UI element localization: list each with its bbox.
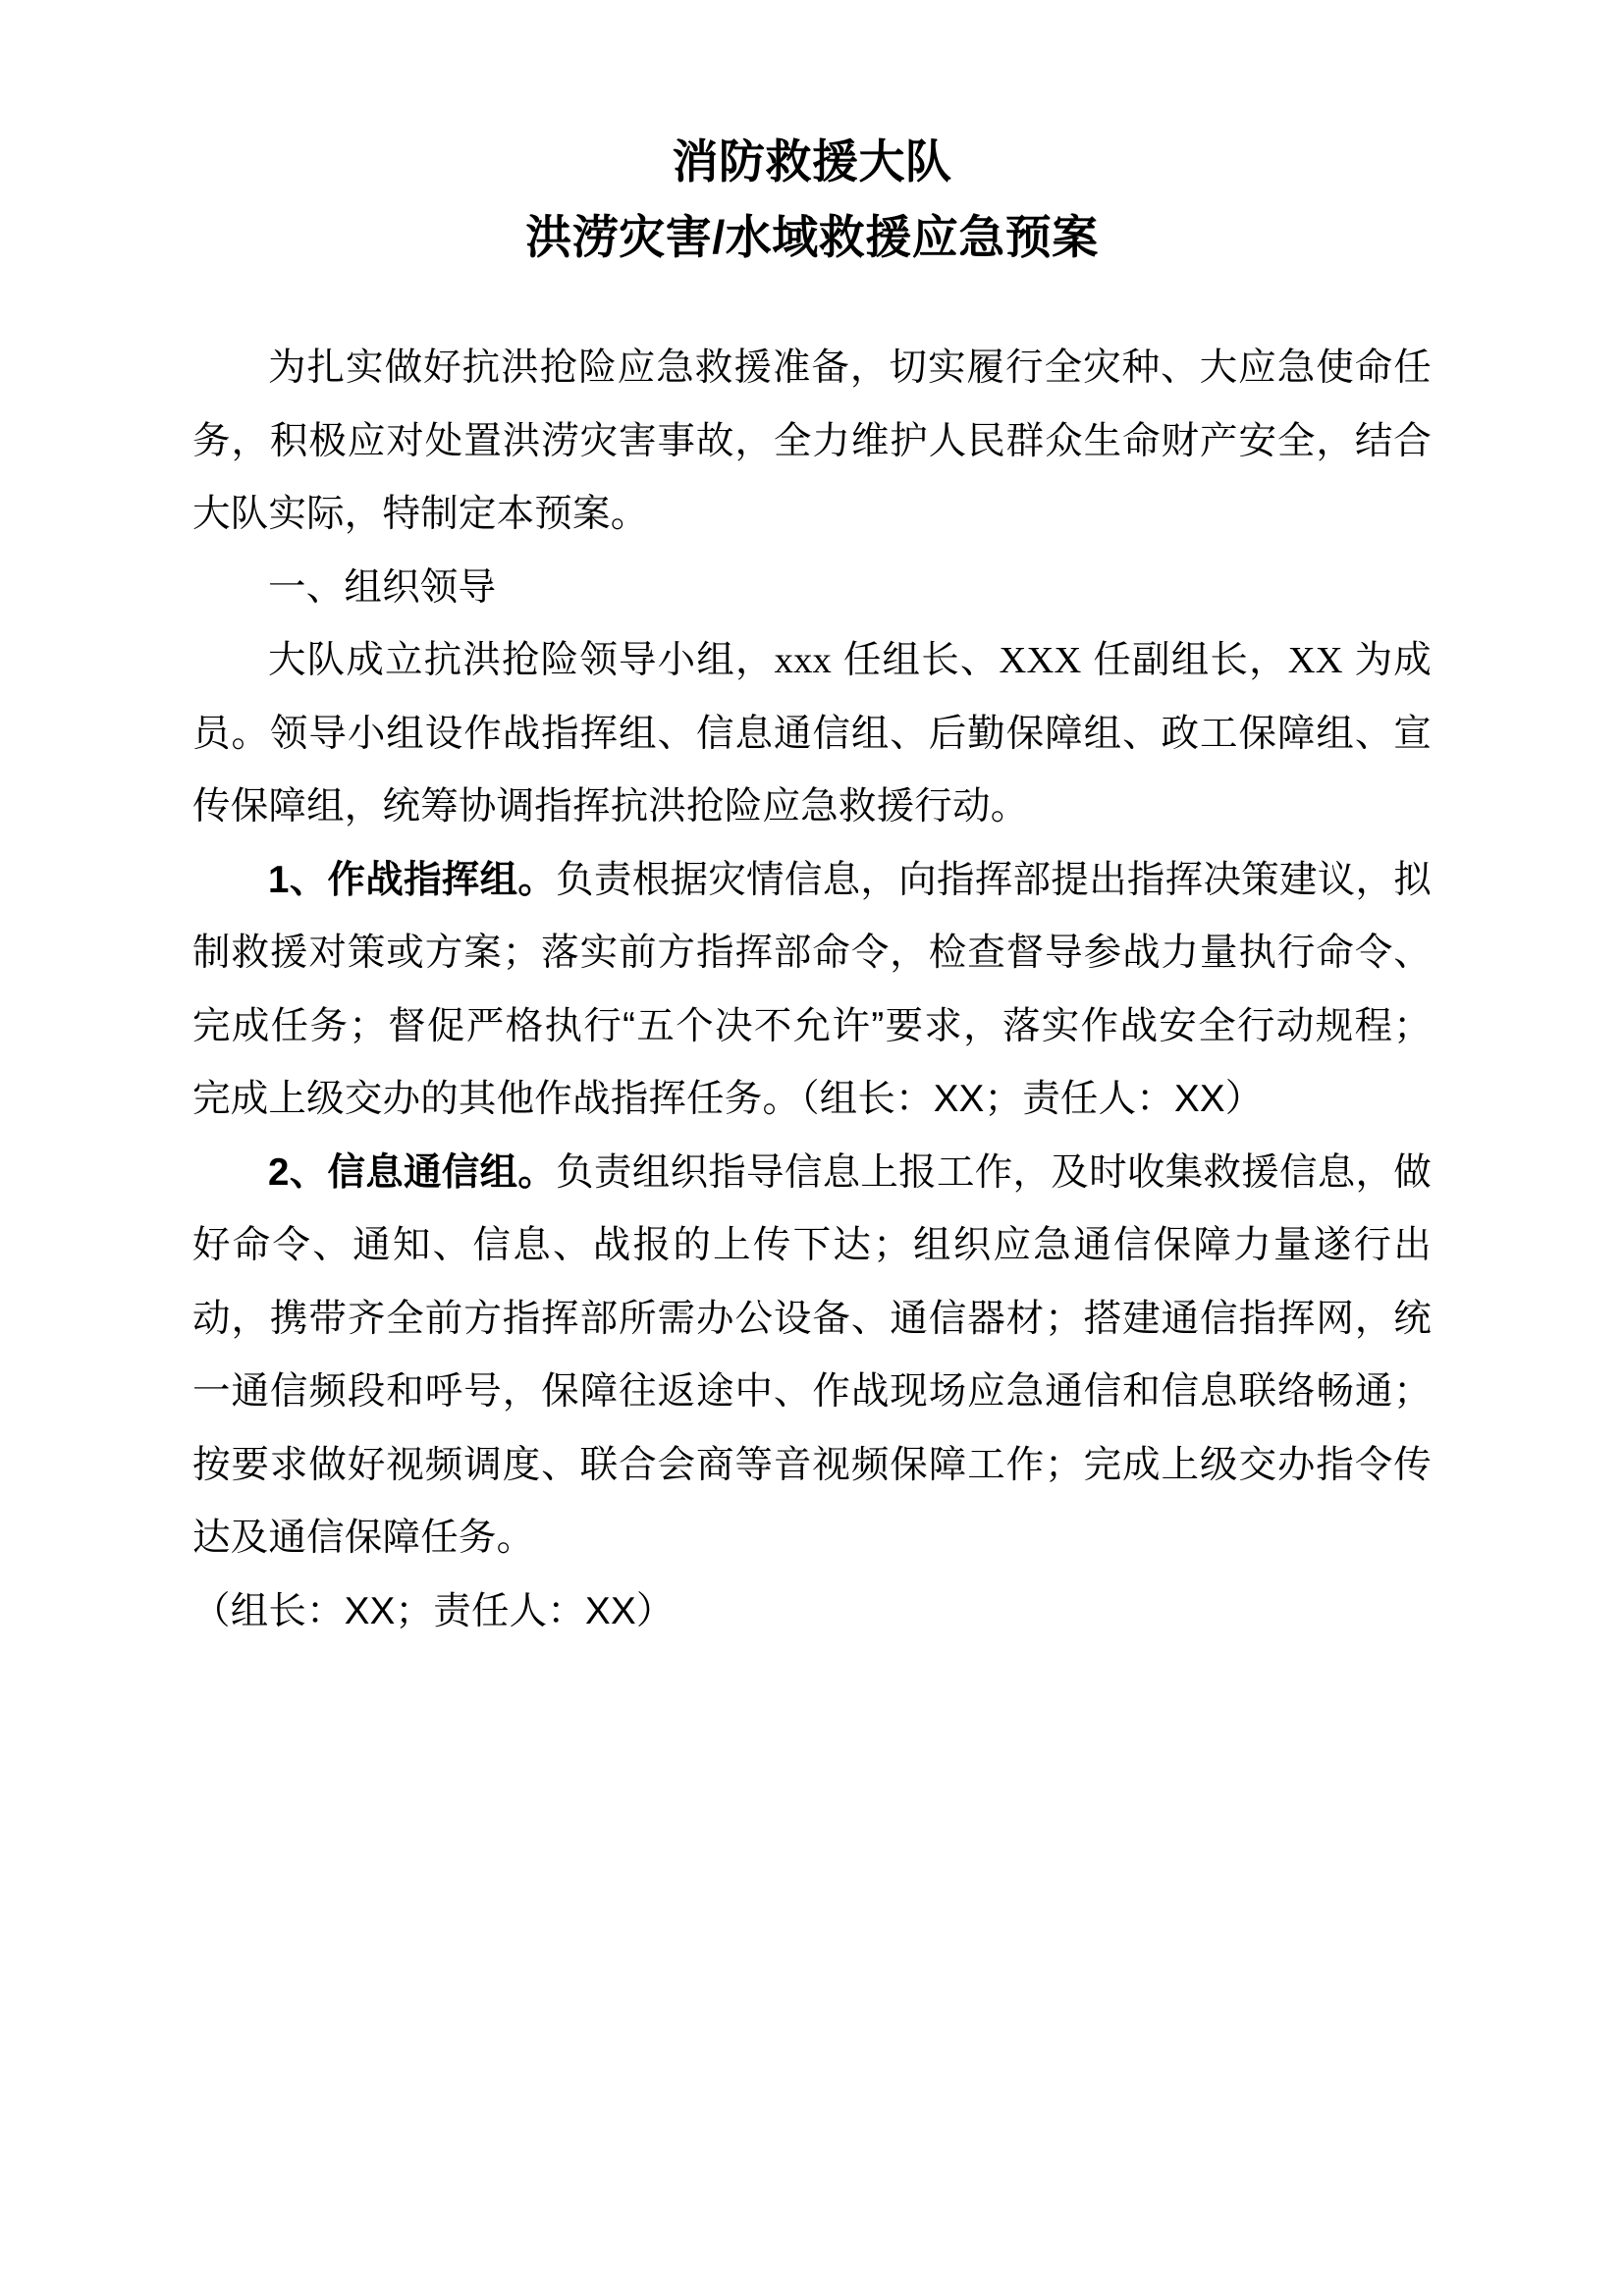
org-intro-text-4: 为成员。领导小组设作战指挥组、信息通信组、后勤保障组、政工保障组、宣传保障组，统筹协调指挥抗洪抢险应急救援行动。 — [192, 639, 1433, 828]
page-title — [192, 0, 1432, 275]
paragraph-organization-intro — [192, 624, 1432, 844]
section-heading-organization: 一、组织领导 — [268, 565, 497, 609]
document-body — [192, 332, 1432, 1648]
org-intro-text-3: 任副组长， — [1081, 639, 1288, 681]
title-line-1: 消防救援大队 — [672, 135, 952, 187]
org-intro-member-placeholder: XX — [1287, 640, 1343, 681]
org-intro-text-1: 大队成立抗洪抢险领导小组， — [268, 639, 775, 681]
paragraph-item-2-contacts: （组长：XX；责任人：XX） — [192, 1589, 675, 1632]
item-2-label: 2、信息通信组。 — [268, 1150, 557, 1194]
item-2-body: 负责组织指导信息上报工作，及时收集救援信息，做好命令、通知、信息、战报的上传下达；组织应急通信保障力量遂行出动，携带齐全前方指挥部所需办公设备、通信器材；搭建通信指挥网，统一通信频段和呼号，保障往返途中、作战现场应急通信和信息联络畅通；按要求做好视频调度、联合会商等音视频保障工作；完成上级交办指令传达及通信保障任务。 — [192, 1150, 1432, 1559]
org-intro-leader-placeholder: xxx — [774, 640, 833, 681]
title-line-2: 洪涝灾害/水域救援应急预案 — [525, 211, 1099, 263]
document-content — [192, 0, 1432, 1648]
paragraph-preamble: 为扎实做好抗洪抢险应急救援准备，切实履行全灾种、大应急使命任务，积极应对处置洪涝灾害事故，全力维护人民群众生命财产安全，结合大队实际，特制定本预案。 — [192, 347, 1432, 535]
org-intro-text-2: 任组长、 — [832, 639, 1000, 681]
paragraph-item-1 — [192, 844, 1432, 1137]
item-1-label: 1、作战指挥组。 — [268, 858, 557, 901]
org-intro-deputy-placeholder: XXX — [999, 640, 1082, 681]
paragraph-item-2 — [192, 1137, 1432, 1575]
item-1-body: 负责根据灾情信息，向指挥部提出指挥决策建议，拟制救援对策或方案；落实前方指挥部命令，检查督导参战力量执行命令、完成任务；督促严格执行“五个决不允许”要求，落实作战安全行动规程；完成上级交办的其他作战指挥任务。（组长：XX；责任人：XX） — [192, 858, 1432, 1120]
